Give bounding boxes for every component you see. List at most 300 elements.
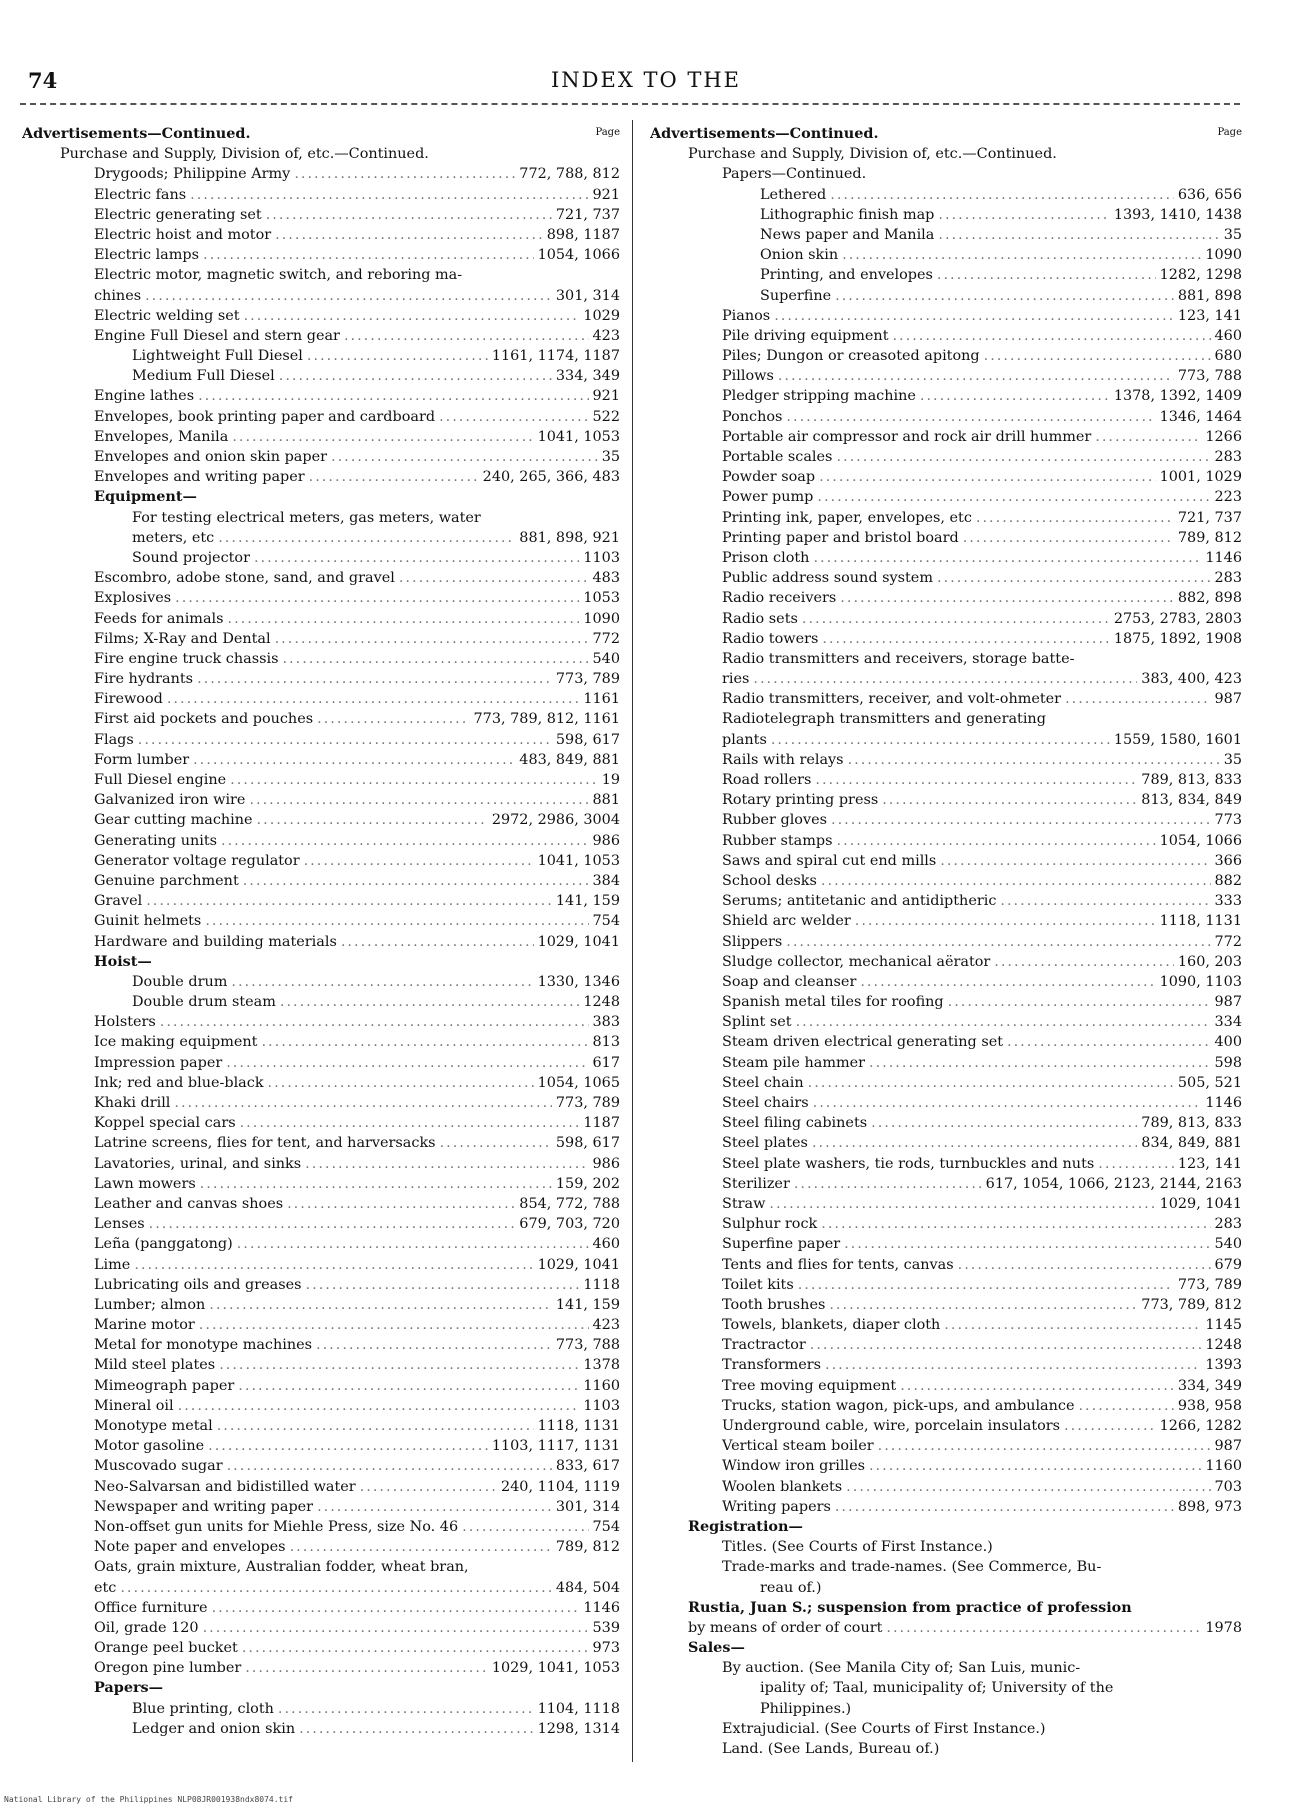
entry-pages: 1298, 1314 [537,1720,620,1737]
entry-pages: 505, 521 [1177,1074,1242,1091]
leader-dots [145,286,552,306]
entry-text: Prison cloth [722,549,810,566]
entry-text: Firewood [94,691,163,708]
entry-text: Underground cable, wire, porcelain insulators [722,1418,1061,1434]
entry-pages: 1187 [583,1115,620,1132]
entry-pages: 1559, 1580, 1601 [1113,731,1242,748]
entry-text: Registration— [688,1517,803,1535]
index-entry [650,609,1242,629]
entry-pages: 1875, 1892, 1908 [1113,630,1242,647]
leader-dots [812,1133,1137,1153]
leader-dots [254,548,579,568]
leader-dots [1078,1396,1173,1416]
entry-text: Non-offset gun units for Miehle Press, size No. 46 [94,1518,459,1535]
entry-pages: 773, 789 [1177,1276,1242,1293]
entry-pages: 1393, 1410, 1438 [1113,206,1242,223]
entry-text: Engine Full Diesel and stern gear [94,327,340,344]
leader-dots [882,790,1137,810]
entry-pages: 881, 898, 921 [519,529,620,546]
entry-text: Orange peel bucket [94,1640,238,1657]
index-entry [650,1194,1242,1214]
index-entry [650,1436,1242,1456]
entry-text: Leather and canvas shoes [94,1195,284,1212]
leader-dots [938,225,1219,245]
entry-text: Pledger stripping machine [722,388,916,405]
leader-dots [822,629,1109,649]
entry-pages: 1090, 1103 [1159,973,1242,990]
entry-pages: 773, 789, 812 [1141,1296,1242,1313]
leader-dots [228,609,580,629]
entry-pages: 773, 789, 812, 1161 [473,711,620,728]
entry-text: Splint set [722,1014,792,1031]
leader-dots [190,185,588,205]
entry-pages: 789, 812 [555,1539,620,1556]
entry-text: Radio receivers [722,590,837,607]
entry-pages: 1090 [583,610,620,627]
entry-text: Advertisements—Continued. [650,125,879,142]
leader-dots [160,1012,589,1032]
entry-text: Sludge collector, mechanical aërator [722,953,991,970]
leader-dots [815,770,1137,790]
leader-dots [134,1255,533,1275]
entry-pages: 754 [592,1518,620,1535]
entry-pages: 383, 400, 423 [1141,671,1242,688]
entry-text: Metal for monotype machines [94,1337,313,1354]
index-entry [22,1456,620,1476]
index-entry [22,1658,620,1678]
entry-pages: 1029, 1041, 1053 [491,1660,620,1677]
entry-text: First aid pockets and pouches [94,711,314,728]
leader-dots [937,568,1211,588]
entry-pages: 986 [592,1155,620,1172]
entry-pages: 881, 898 [1177,287,1242,304]
entry-pages: 772 [592,630,620,647]
leader-dots [1095,427,1201,447]
index-entry [22,386,620,406]
entry-text: Hoist— [94,952,152,970]
leader-dots [257,810,488,830]
leader-dots [837,831,1156,851]
entry-pages: 1029 [583,307,620,324]
index-entry [22,1416,620,1436]
leader-dots [316,1335,552,1355]
index-entry [22,1113,620,1133]
leader-dots [821,1214,1210,1234]
entry-pages: 1118, 1131 [1159,913,1242,930]
leader-dots [275,629,589,649]
index-entry [650,871,1242,891]
entry-pages: 423 [592,1317,620,1334]
index-entry [22,730,620,750]
entry-pages: 1054, 1065 [537,1074,620,1091]
entry-text: Marine motor [94,1317,195,1334]
leader-dots [299,1719,533,1739]
entry-text: Titles. (See Courts of First Instance.) [722,1539,993,1556]
entry-text: Generator voltage regulator [94,852,300,869]
page-column-label: Page [1217,127,1242,138]
leader-dots [174,1093,552,1113]
leader-dots [120,1578,552,1598]
entry-pages: 1282, 1298 [1159,267,1242,284]
index-entry [22,407,620,427]
index-entry [22,810,620,830]
entry-text: Envelopes, book printing paper and cardboard [94,408,436,425]
entry-text: Lightweight Full Diesel [132,348,303,365]
entry-pages: 772, 788, 812 [519,166,620,183]
entry-text: Tractractor [722,1337,806,1354]
leader-dots [817,487,1210,507]
entry-pages: 423 [592,327,620,344]
page-column-label: Page [595,127,620,138]
entry-pages: 617 [592,1054,620,1071]
leader-dots [462,1517,588,1537]
leader-dots [199,1315,589,1335]
index-entry [22,750,620,770]
entry-pages: 283 [1214,570,1242,587]
entry-text: Newspaper and writing paper [94,1498,314,1515]
entry-text: Feeds for animals [94,610,224,627]
leader-dots [178,1396,580,1416]
index-entry [650,1658,1242,1678]
page-number: 74 [28,68,58,93]
index-entry [650,528,1242,548]
entry-text: Double drum [132,973,228,990]
entry-text: Equipment— [94,488,197,506]
index-entry [650,386,1242,406]
leader-dots [341,932,534,952]
leader-dots [798,1275,1174,1295]
entry-text: Shield arc welder [722,913,851,930]
entry-pages: 540 [1214,1236,1242,1253]
entry-text: Gear cutting machine [94,812,253,829]
entry-text: Impression paper [94,1054,223,1071]
leader-dots [1064,1416,1156,1436]
entry-text: Electric hoist and motor [94,226,272,243]
entry-text: Advertisements—Continued. [22,125,251,142]
leader-dots [900,1376,1174,1396]
entry-pages: 1266, 1282 [1159,1418,1242,1434]
leader-dots [855,911,1156,931]
index-entry [22,609,620,629]
entry-pages: 160, 203 [1177,953,1242,970]
entry-text: Slippers [722,933,783,950]
entry-text: News paper and Manila [760,226,935,243]
entry-pages: 882, 898 [1177,590,1242,607]
leader-dots [958,1255,1211,1275]
entry-text: Generating units [94,832,218,849]
entry-pages: 834, 849, 881 [1141,1135,1242,1152]
entry-text: Sound projector [132,549,250,566]
index-entry [650,932,1242,952]
entry-text: Fire hydrants [94,671,194,688]
index-entry [22,770,620,790]
entry-pages: 141, 159 [555,893,620,910]
entry-text: Superfine paper [722,1236,841,1253]
entry-text: Powder soap [722,469,816,486]
index-entry [22,911,620,931]
index-column-right [650,124,1242,1759]
index-entry [22,225,620,245]
entry-text: Printing ink, paper, envelopes, etc [722,509,972,526]
entry-text: Lavatories, urinal, and sinks [94,1155,302,1172]
entry-text: Serums; antitetanic and antidiptheric [722,893,997,910]
entry-text: plants [722,731,767,748]
index-entry [650,1477,1242,1497]
entry-pages: 1378, 1392, 1409 [1113,388,1242,405]
entry-text: By auction. (See Manila City of; San Luis, munic- [722,1660,1081,1677]
entry-text: etc [94,1579,117,1596]
leader-dots [399,568,589,588]
index-entry [22,1053,620,1073]
entry-pages: 400 [1214,1034,1242,1051]
index-entry [650,588,1242,608]
leader-dots [290,1537,552,1557]
entry-text: by means of order of court [688,1619,883,1636]
entry-pages: 1346, 1464 [1159,408,1242,425]
index-entry [22,1578,620,1598]
leader-dots [230,770,598,790]
index-entry [22,1032,620,1052]
leader-dots [167,689,580,709]
leader-dots [840,588,1174,608]
index-entry [650,649,1242,669]
index-entry [22,1598,620,1618]
leader-dots [963,528,1174,548]
entry-text: Soap and cleanser [722,973,857,990]
entry-pages: 1054, 1066 [537,247,620,264]
leader-dots [209,1295,552,1315]
index-entry [650,1093,1242,1113]
index-entry [650,144,1242,164]
entry-text: Toilet kits [722,1276,794,1293]
entry-pages: 383 [592,1014,620,1031]
entry-text: Double drum steam [132,994,276,1011]
entry-text: Latrine screens, flies for tent, and harversacks [94,1135,436,1152]
leader-dots [938,205,1109,225]
index-entry [650,1517,1242,1537]
entry-pages: 617, 1054, 1066, 2123, 2144, 2163 [985,1175,1242,1192]
leader-dots [282,649,588,669]
entry-text: Philippines.) [760,1700,852,1717]
leader-dots [331,447,598,467]
index-entry [22,1335,620,1355]
leader-dots [869,1456,1201,1476]
index-entry [650,487,1242,507]
index-entry [22,1376,620,1396]
entry-text: Steam pile hammer [722,1054,865,1071]
entry-pages: 1145 [1205,1317,1242,1334]
entry-pages: 1393 [1205,1357,1242,1374]
index-entry [650,124,1242,144]
entry-text: Engine lathes [94,388,195,405]
entry-text: Lenses [94,1216,145,1233]
entry-text: Radio sets [722,610,798,627]
leader-dots [197,669,552,689]
entry-pages: 598 [1214,1054,1242,1071]
leader-dots [307,346,488,366]
leader-dots [200,1174,552,1194]
entry-pages: 679 [1214,1256,1242,1273]
index-entry [650,911,1242,931]
entry-text: Flags [94,731,134,748]
entry-text: Piles; Dungon or creasoted apitong [722,348,980,365]
entry-text: Purchase and Supply, Division of, etc.—Continued. [60,146,429,163]
leader-dots [860,972,1155,992]
leader-dots [835,286,1174,306]
index-entry [650,629,1242,649]
entry-pages: 240, 265, 366, 483 [482,469,620,486]
entry-pages: 987 [1214,1438,1242,1455]
index-entry [650,1678,1242,1698]
index-entry [650,669,1242,689]
leader-dots [794,1174,982,1194]
index-entry [650,972,1242,992]
leader-dots [835,1497,1174,1517]
leader-dots [892,326,1210,346]
entry-text: Rustia, Juan S.; suspension from practice of profession [688,1598,1132,1616]
entry-text: Leña (panggatong) [94,1236,233,1253]
index-entry [650,225,1242,245]
index-entry [22,1699,620,1719]
leader-dots [268,1073,534,1093]
entry-pages: 1001, 1029 [1159,469,1242,486]
entry-pages: 460 [592,1236,620,1253]
leader-dots [786,932,1210,952]
index-entry [22,326,620,346]
entry-pages: 123, 141 [1177,307,1242,324]
index-entry [650,1073,1242,1093]
leader-dots [886,1618,1201,1638]
leader-dots [306,1275,580,1295]
index-entry [650,1618,1242,1638]
index-entry [22,1093,620,1113]
index-entry [650,548,1242,568]
index-entry [22,286,620,306]
entry-pages: 854, 772, 788 [519,1195,620,1212]
index-entry [650,770,1242,790]
leader-dots [778,366,1174,386]
index-entry [22,1618,620,1638]
entry-text: Galvanized iron wire [94,792,246,809]
entry-text: Public address sound system [722,570,933,587]
index-entry [22,1133,620,1153]
leader-dots [198,386,588,406]
index-entry [22,164,620,184]
entry-pages: 35 [1223,226,1242,243]
entry-text: Steel plate washers, tie rods, turnbuckles and nuts [722,1155,1095,1172]
index-entry [650,1537,1242,1557]
leader-dots [994,952,1174,972]
leader-dots [238,1376,579,1396]
entry-pages: 773, 789 [555,671,620,688]
entry-text: Envelopes and onion skin paper [94,449,327,465]
index-entry [650,1416,1242,1436]
entry-text: Saws and spiral cut end mills [722,852,937,869]
index-entry [650,1154,1242,1174]
leader-dots [294,164,515,184]
entry-text: Extrajudicial. (See Courts of First Instance.) [722,1720,1046,1737]
entry-text: Motor gasoline [94,1438,205,1455]
index-entry [22,891,620,911]
index-entry [22,467,620,487]
leader-dots [920,386,1110,406]
leader-dots [937,265,1156,285]
entry-text: Ink; red and blue-black [94,1074,264,1091]
leader-dots [231,972,533,992]
leader-dots [976,508,1174,528]
entry-text: Onion skin [760,247,839,264]
entry-text: Transformers [722,1357,822,1374]
index-entry [22,1436,620,1456]
leader-dots [240,1113,580,1133]
index-entry [650,1032,1242,1052]
index-entry [650,1275,1242,1295]
entry-text: For testing electrical meters, gas meters, water [132,509,481,526]
entry-pages: 636, 656 [1177,186,1242,203]
entry-pages: 540 [592,650,620,667]
entry-pages: 1146 [583,1599,620,1616]
entry-pages: 1041, 1053 [537,852,620,869]
index-entry [22,1537,620,1557]
entry-text: Steel filing cabinets [722,1115,868,1132]
index-entry [650,1355,1242,1375]
index-entry [650,709,1242,729]
entry-pages: 1266 [1205,428,1242,445]
index-entries-left [22,124,620,1739]
entry-text: Towels, blankets, diaper cloth [722,1317,941,1334]
leader-dots [796,1012,1211,1032]
entry-text: Envelopes and writing paper [94,469,305,486]
index-entry [650,1335,1242,1355]
header-rule [20,103,1240,105]
index-entry [22,831,620,851]
entry-text: Writing papers [722,1498,831,1515]
leader-dots [769,1194,1155,1214]
leader-dots [940,851,1210,871]
index-entry [650,1012,1242,1032]
leader-dots [1007,1032,1211,1052]
entry-text: meters, etc [132,529,215,546]
leader-dots [244,306,580,326]
leader-dots [984,346,1211,366]
index-entry [650,1133,1242,1153]
index-entry [22,447,620,467]
leader-dots [304,851,534,871]
entry-text: Envelopes, Manila [94,428,229,445]
entry-pages: 334, 349 [555,368,620,385]
leader-dots [249,790,588,810]
index-entry [22,952,620,972]
entry-text: Mineral oil [94,1397,174,1414]
index-entry [22,508,620,528]
index-entry [22,932,620,952]
scan-footer: National Library of the Philippines NLP08JR001938ndx8074.tif [4,1795,293,1804]
leader-dots [221,831,589,851]
index-entry [650,831,1242,851]
entry-text: Note paper and envelopes [94,1539,286,1556]
leader-dots [808,1073,1174,1093]
entry-text: Muscovado sugar [94,1458,223,1475]
entry-pages: 1161, 1174, 1187 [491,348,620,365]
index-entry [650,568,1242,588]
entry-text: Rubber gloves [722,812,828,829]
entry-text: Electric lamps [94,247,200,264]
leader-dots [878,1436,1211,1456]
entry-pages: 460 [1214,327,1242,344]
index-entry [22,548,620,568]
column-divider [632,120,633,1762]
entry-text: Genuine parchment [94,872,239,889]
